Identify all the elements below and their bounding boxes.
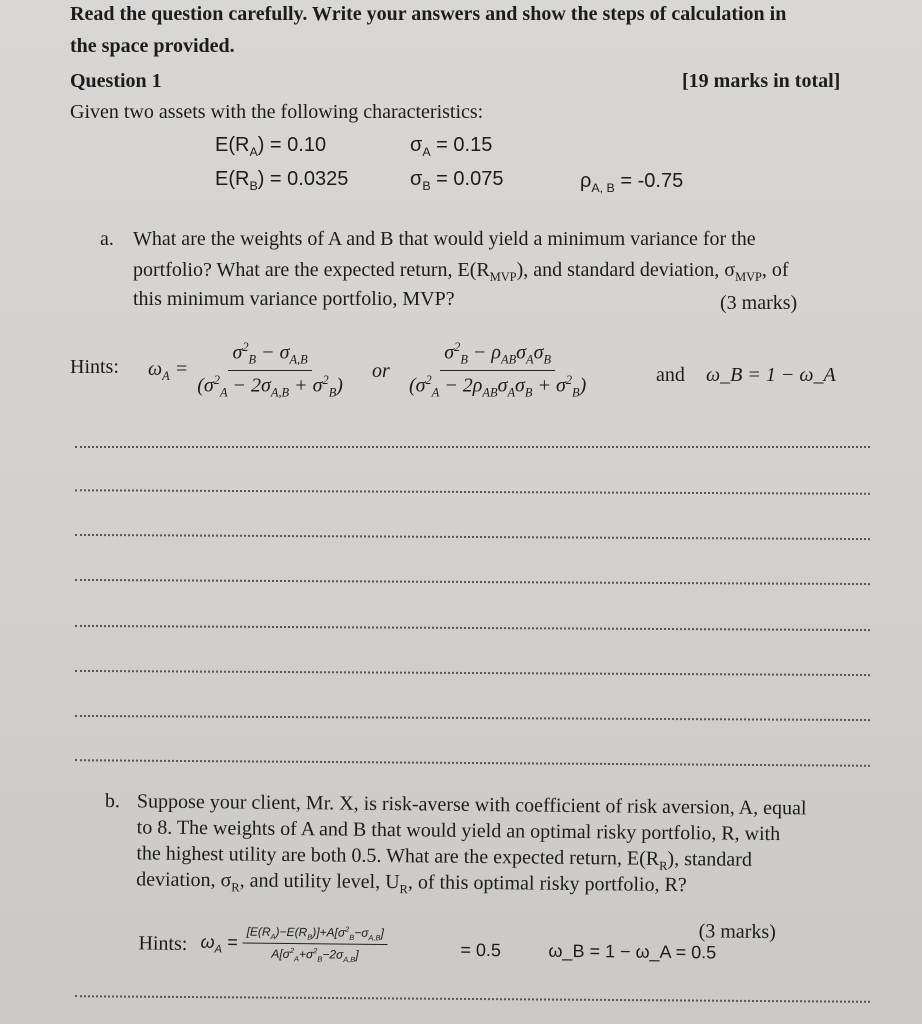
correlation-ab: $\rho_{A, B} = -0.75$ xyxy=(580,170,684,195)
answer-line xyxy=(75,625,870,631)
sigma-a: $\sigma_A = 0.15$ xyxy=(410,134,493,159)
answer-line xyxy=(75,759,870,767)
hint-or: or xyxy=(372,360,390,382)
instruction-line-1: Read the question carefully. Write your answers and show the steps of calculation in xyxy=(70,3,787,25)
part-b-line-3: the highest utility are both 0.5. What are the expected return, $E(R_R)$, standard xyxy=(136,842,753,873)
part-a-marks: (3 marks) xyxy=(720,292,798,314)
answer-line xyxy=(75,715,870,721)
question-intro: Given two assets with the following characteristics: xyxy=(70,101,484,123)
part-b-line-4: deviation, $\sigma_R$, and utility level, $U_R$, of this optimal risky portfolio, R? xyxy=(136,868,687,897)
hint-weight-b: ω_B = 1 − ω_A xyxy=(706,364,836,386)
part-b-marks: (3 marks) xyxy=(698,920,776,944)
question-title: Question 1 xyxy=(70,70,162,92)
answer-line xyxy=(75,995,870,1003)
expected-return-b: $E(R_B) = 0.0325$ xyxy=(215,168,349,193)
hint-formula-correlation: $\frac{\sigma^2_B - \rho_{AB}\sigma_A\sigma_B}{(\sigma^2_A - 2\rho_{AB}\sigma_A\sigma_B + \sigma^2_B)}$ xyxy=(409,340,587,400)
instruction-line-2: the space provided. xyxy=(70,35,235,57)
hint-formula-covariance: $\omega_A$ = $\frac{\sigma^2_B - \sigma_{A,B}}{(\sigma^2_A - 2\sigma_{A,B} + \sigma^2_B)}$ xyxy=(148,340,343,400)
answer-line xyxy=(75,579,870,585)
part-b-line-2: to 8. The weights of A and B that would yield an optimal risky portfolio, R, with xyxy=(136,816,781,846)
part-b-hints-label: Hints: xyxy=(138,932,188,955)
answer-line xyxy=(75,670,870,676)
hint-optimal-weight-formula: $\omega_A$ = $\frac{[E(R_A)-E(R_B)]+A[\sigma^2_B-\sigma_{A,B}]}{A[\sigma^2_A+\sigma^2_B-2\sigma_{A,B}]}$ xyxy=(200,923,388,965)
answer-line xyxy=(75,534,870,540)
sigma-b: $\sigma_B = 0.075$ xyxy=(410,168,504,193)
part-a-hints-label: Hints: xyxy=(70,356,119,378)
part-b-line-1: Suppose your client, Mr. X, is risk-averse with coefficient of risk aversion, A, equal xyxy=(136,790,807,820)
answer-line xyxy=(75,446,870,448)
expected-return-a: $E(R_A) = 0.10$ xyxy=(215,134,327,159)
hint-weight-a-result: = 0.5 xyxy=(460,939,502,961)
part-a-line-3: this minimum variance portfolio, MVP? xyxy=(133,288,455,310)
part-a-letter: a. xyxy=(100,228,114,250)
hint-weight-b-result: ω_B = 1 − ω_A = 0.5 xyxy=(548,940,717,963)
part-a-line-1: What are the weights of A and B that would yield a minimum variance for the xyxy=(133,228,756,250)
answer-line xyxy=(75,489,870,494)
part-a-line-2: portfolio? What are the expected return, $E(R_{MVP})$, and standard deviation, $\sigma_{MVP}$, of xyxy=(133,259,789,284)
hint-and: and xyxy=(656,364,685,386)
part-b-letter: b. xyxy=(104,790,121,813)
question-marks: [19 marks in total] xyxy=(682,70,841,92)
